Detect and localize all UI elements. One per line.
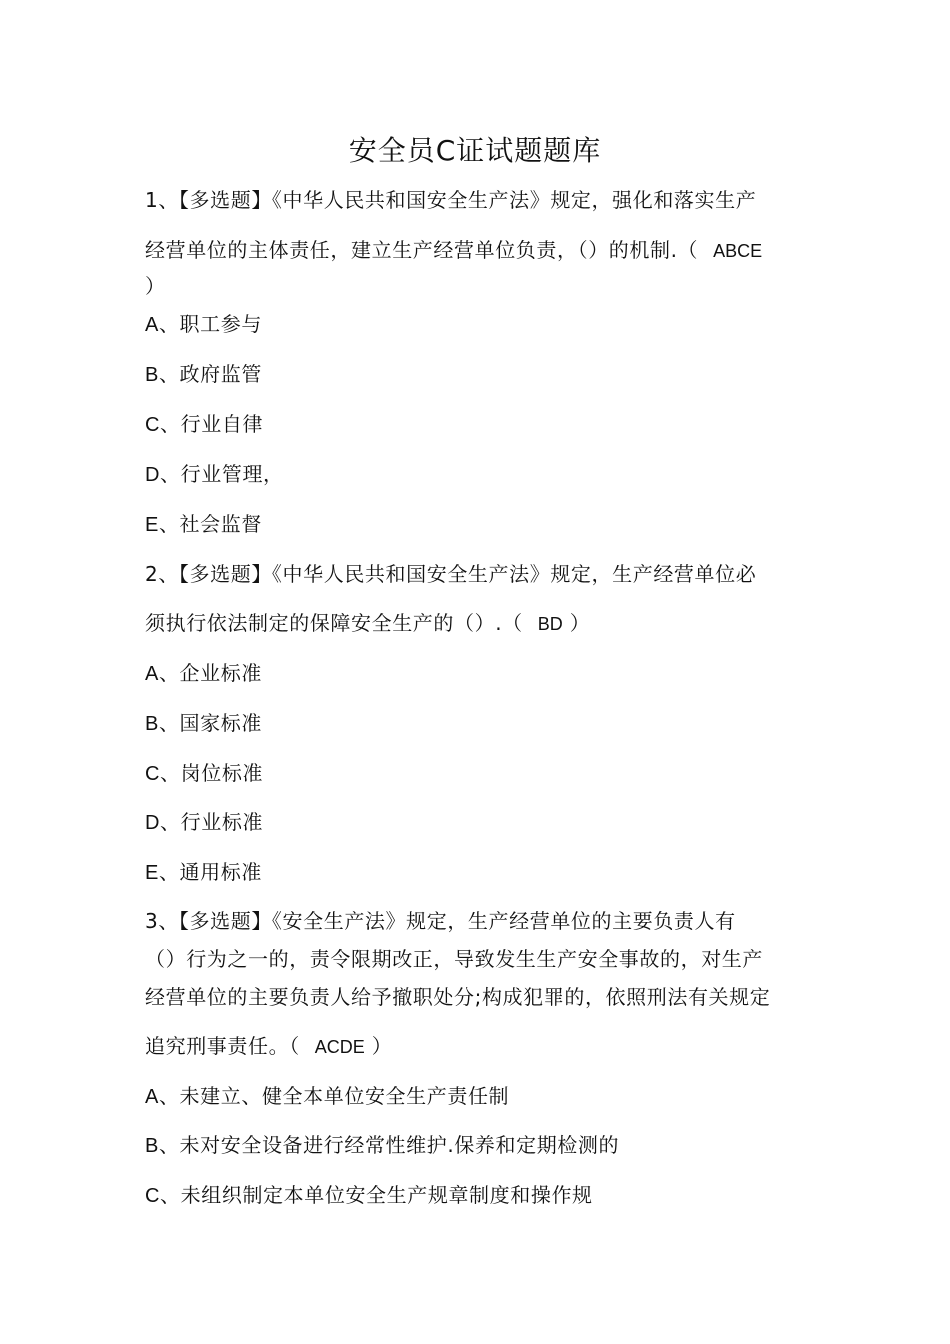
option-text: 社会监督 bbox=[179, 512, 262, 536]
option-text: 行业标准 bbox=[180, 810, 264, 834]
question-3-line-2: （）行为之一的，责令限期改正，导致发生生产安全事故的，对生产 bbox=[145, 947, 763, 971]
question-1-line-2 bbox=[145, 236, 762, 265]
option-letter: E、 bbox=[145, 514, 180, 536]
question-1-close-paren: ） bbox=[145, 274, 166, 298]
option-letter: D、 bbox=[145, 812, 181, 834]
option-c bbox=[145, 410, 263, 439]
option-text: 未组织制定本单位安全生产规章制度和操作规 bbox=[180, 1183, 593, 1207]
option-letter: E、 bbox=[145, 862, 180, 884]
question-3-line-4 bbox=[145, 1032, 392, 1061]
option-c bbox=[145, 1181, 593, 1210]
option-letter: C、 bbox=[145, 763, 181, 785]
option-text: 政府监管 bbox=[179, 362, 262, 386]
question-2-line-2 bbox=[145, 609, 590, 638]
question-text: 追究刑事责任。（ bbox=[145, 1034, 300, 1058]
option-text: 企业标准 bbox=[179, 661, 262, 685]
option-b bbox=[145, 360, 262, 389]
option-b bbox=[145, 709, 262, 738]
question-3-line-3: 经营单位的主要负责人给予撤职处分;构成犯罪的，依照刑法有关规定 bbox=[145, 985, 771, 1009]
option-d bbox=[145, 808, 263, 837]
option-letter: D、 bbox=[145, 464, 181, 486]
option-letter: B、 bbox=[145, 1135, 180, 1157]
option-text: 通用标准 bbox=[179, 860, 262, 884]
option-text: 行业管理， bbox=[180, 462, 284, 486]
question-1-line-1: 1、【多选题】《中华人民共和国安全生产法》规定，强化和落实生产 bbox=[145, 188, 757, 212]
option-a bbox=[145, 310, 262, 339]
question-2-line-1: 2、【多选题】《中华人民共和国安全生产法》规定，生产经营单位必 bbox=[145, 562, 757, 586]
option-text: 国家标准 bbox=[179, 711, 262, 735]
option-text: 未对安全设备进行经常性维护.保养和定期检测的 bbox=[179, 1133, 620, 1157]
question-3-line-1: 3、【多选题】《安全生产法》规定，生产经营单位的主要负责人有 bbox=[145, 909, 736, 933]
close-paren: ） bbox=[569, 611, 591, 635]
answer-key: ABCE bbox=[713, 241, 763, 261]
option-letter: B、 bbox=[145, 713, 180, 735]
option-letter: C、 bbox=[145, 414, 181, 436]
question-text: 须执行依法制定的保障安全生产的（）.（ bbox=[145, 611, 523, 635]
option-text: 岗位标准 bbox=[180, 761, 264, 785]
answer-key: BD bbox=[537, 614, 563, 634]
option-letter: A、 bbox=[145, 1086, 180, 1108]
option-letter: A、 bbox=[145, 663, 180, 685]
option-d bbox=[145, 460, 284, 489]
option-text: 未建立、健全本单位安全生产责任制 bbox=[179, 1084, 510, 1108]
option-text: 职工参与 bbox=[179, 312, 262, 336]
document-title: 安全员C证试题题库 bbox=[348, 134, 602, 167]
option-letter: B、 bbox=[145, 364, 180, 386]
option-a bbox=[145, 1082, 509, 1111]
question-text: 经营单位的主体责任，建立生产经营单位负责，（）的机制.（ bbox=[145, 238, 699, 262]
option-e bbox=[145, 858, 262, 887]
answer-key: ACDE bbox=[314, 1037, 365, 1057]
option-text: 行业自律 bbox=[180, 412, 264, 436]
option-letter: A、 bbox=[145, 314, 180, 336]
option-e bbox=[145, 510, 262, 539]
close-paren: ） bbox=[371, 1034, 393, 1058]
option-letter: C、 bbox=[145, 1185, 181, 1207]
option-c bbox=[145, 759, 263, 788]
option-b bbox=[145, 1131, 619, 1160]
option-a bbox=[145, 659, 262, 688]
